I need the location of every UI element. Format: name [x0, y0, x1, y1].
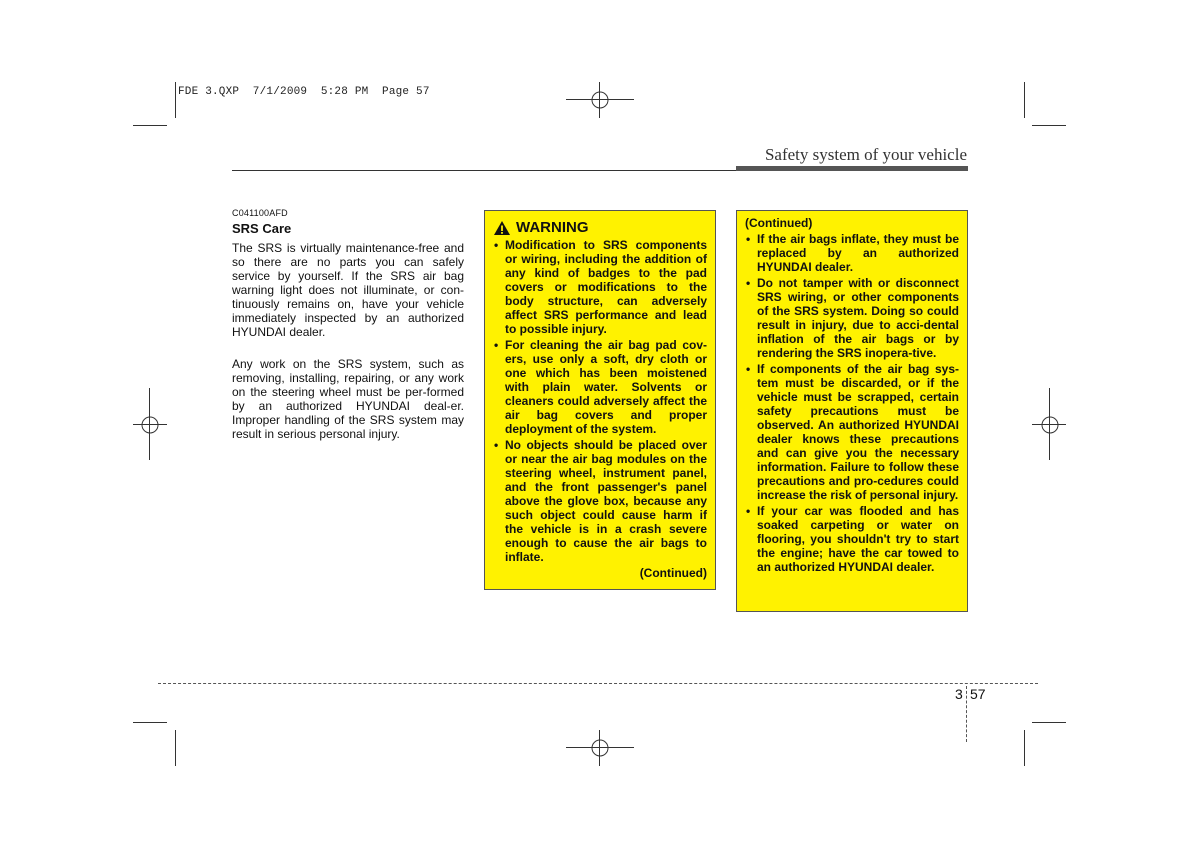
list-item	[745, 232, 959, 274]
section-heading: SRS Care	[232, 221, 292, 236]
body-paragraph: Any work on the SRS system, such as removing, installing, repairing, or any work on the steering wheel must be per-formed by an authorized HYUNDAI deal-er. Improper handling of the SRS system may result in serious personal injury.	[232, 357, 464, 441]
header-bar	[736, 166, 968, 171]
list-item	[493, 338, 707, 436]
header-rule	[232, 170, 736, 171]
continued-label: (Continued)	[639, 566, 707, 580]
registration-mark-icon	[1038, 413, 1062, 437]
list-item-text: If components of the air bag sys-tem must be discarded, or if the vehicle must be scrapped, certain safety precautions must be observed. An authorized HYUNDAI dealer knows these precautions and can give you the necessary information. Failure to follow these precautions and pro-cedures could increase the risk of personal injury.	[757, 362, 959, 502]
warning-box	[484, 210, 716, 590]
bullet: •	[746, 504, 751, 518]
crop-mark	[1032, 722, 1066, 723]
warning-header	[493, 220, 707, 236]
list-item	[745, 276, 959, 360]
body-paragraph: The SRS is virtually maintenance-free and so there are no parts you can safely service by yourself. If the SRS air bag warning light does not illuminate, or con-tinuously remains on, have your vehicle immediately inspected by an authorized HYUNDAI dealer.	[232, 241, 464, 339]
list-item	[493, 438, 707, 564]
warning-triangle-icon	[493, 220, 511, 236]
crop-mark	[175, 82, 176, 118]
footer-dashed-rule	[158, 683, 1038, 684]
crop-mark	[1032, 125, 1066, 126]
bullet: •	[746, 362, 751, 376]
list-item-text: For cleaning the air bag pad cov-ers, use only a soft, dry cloth or one which has been moistened with plain water. Solvents or cleaners could adversely affect the air bag covers and proper deployment of the system.	[505, 338, 707, 436]
list-item-text: Do not tamper with or disconnect SRS wiring, or other components of the SRS system. Doing so could result in injury, due to acci-dental inflation of the air bags or by rendering the SRS inopera-tive.	[757, 276, 959, 360]
registration-mark-icon	[588, 736, 612, 760]
warning-title: WARNING	[516, 219, 589, 236]
list-item	[745, 362, 959, 502]
bullet: •	[746, 276, 751, 290]
bullet: •	[494, 338, 499, 352]
list-item	[493, 238, 707, 336]
warning-box-continued	[736, 210, 968, 612]
print-slug: FDE 3.QXP 7/1/2009 5:28 PM Page 57	[178, 86, 430, 98]
crop-mark	[175, 730, 176, 766]
crop-mark	[133, 722, 167, 723]
page-number-divider	[966, 686, 967, 742]
crop-mark	[1024, 82, 1025, 118]
bullet: •	[494, 438, 499, 452]
bullet: •	[746, 232, 751, 246]
page-number: 57	[970, 686, 986, 702]
list-item-text: If your car was flooded and has soaked carpeting or water on flooring, you shouldn't try to start the engine; have the car towed to an authorized HYUNDAI dealer.	[757, 504, 959, 574]
bullet: •	[494, 238, 499, 252]
list-item-text: If the air bags inflate, they must be replaced by an authorized HYUNDAI dealer.	[757, 232, 959, 274]
chapter-number: 3	[955, 686, 963, 702]
continued-heading: (Continued)	[745, 216, 813, 230]
list-item-text: Modification to SRS components or wiring, including the addition of any kind of badges to the pad covers or modifications to the body structure, can adversely affect SRS performance and lead to possible injury.	[505, 238, 707, 336]
crop-mark	[1024, 730, 1025, 766]
registration-mark-icon	[138, 413, 162, 437]
section-code: C041100AFD	[232, 208, 288, 218]
registration-mark-icon	[588, 88, 612, 112]
crop-mark	[133, 125, 167, 126]
list-item-text: No objects should be placed over or near the air bag modules on the steering wheel, instrument panel, and the front passenger's panel above the glove box, because any such object could cause harm if the vehicle is in a crash severe enough to cause the air bags to inflate.	[505, 438, 707, 564]
list-item	[745, 504, 959, 574]
section-header-title: Safety system of your vehicle	[764, 145, 967, 164]
